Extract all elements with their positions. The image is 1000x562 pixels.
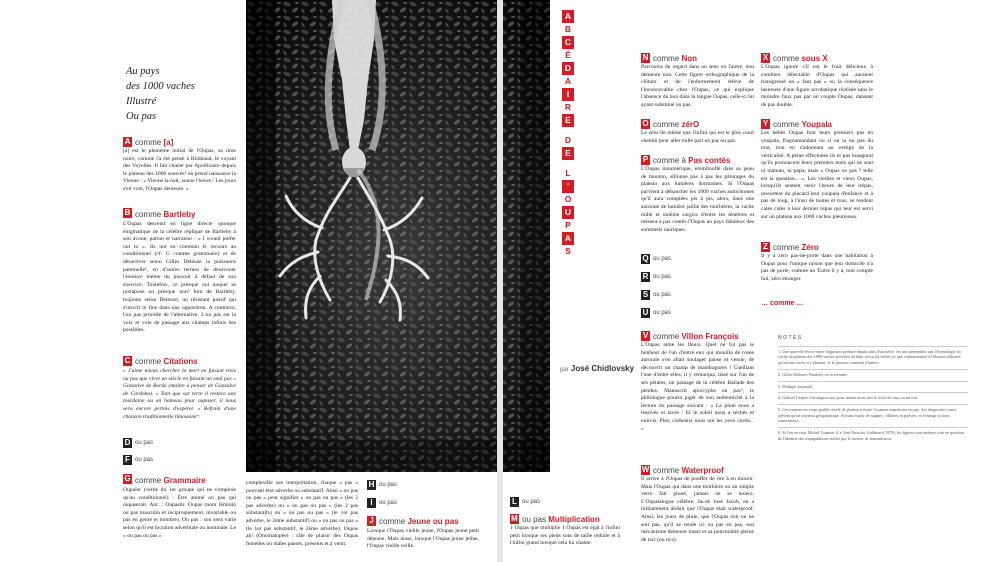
letter-tag-q: Q [642, 254, 649, 263]
entry-text-b: L'Oupas descend en ligne directe quoique énigmatique de la célèbre réplique de Bartleby à son avoué, patron et narrateur : « I would prefer not to ». Ils ont en commun le recours au conditionnel (cf. G comme grammaire) et de désactiver selon Gilles Deleuze la puissance paternelle², en d'autres termes de désavouer l'essence même du pouvoir à défaut de son exercice. Toutefois, ce presque oui auquel se juxtapose un presque non³ font de Bartleby, toujours selon Deleuze, un résistant passif qui s'inscrit in fine dans une opposition. A contrario, l'ou pas procède de l'alternative. L'ou pas est la voix et voie de passage aux champs infinis des possibles. [123, 221, 236, 334]
entry-title-v: comme Villon François [653, 332, 739, 341]
vertical-title-letter: A [562, 75, 574, 88]
header-line: Illustré [126, 96, 157, 107]
note-item: 3. Philippe Jaworski. [778, 381, 968, 390]
letter-tag-p: P [642, 155, 649, 164]
letter-tag-h: H [368, 480, 375, 489]
letter-tag-b: B [124, 208, 131, 217]
note-item: 2. Gilles Deleuze, Bartleby ou la formule. [778, 369, 968, 378]
page-gutter [497, 0, 503, 562]
entry-text-g: Oupaïer (verbe du 1er groupe qui ne s'emploie qu'au conditionnel) : Être animé ou pas qui oupaserait. Ant. : Oupastir. Oupas (nom féminin ou pas masculin et réciproquement, invariable ou pas en genre et nombre). Ou pas : son sens varie selon qu'il est locution adverbiale ou nominale. Le « ou pas ou pas » [123, 487, 236, 539]
letter-tag-n: N [642, 53, 649, 62]
vertical-title-letter: R [562, 101, 574, 114]
letter-tag-u: U [642, 308, 649, 317]
letter-tag-m: M [511, 514, 518, 523]
entry-text-o: Le zéro-île même que l'infini qui est le plus court chemin pour aller nulle part un pas ou pas. [641, 130, 754, 144]
continue-marker: … comme … [761, 300, 804, 307]
entry-title-i: ou pas [379, 500, 398, 506]
vertical-title-letter: D [562, 134, 574, 147]
entry-text-a: [a] est le phonème initial de l'Oupas, sa rime noire, comme l'a été pensé à Rimbaud, le voyant des Voyelles. Il fait chanté par Apollinaire depuis le plateau des 1000 sources¹ où prend naissance la Vienne : « Vienne la nuit, sonne l'heure / Les jours s'en vont, l'Oupas demeure. » [123, 148, 236, 192]
letter-tag-c: C [124, 356, 131, 365]
header-line: des 1000 vaches [126, 81, 195, 92]
entry-text-m: 1 Oupas que multiplie 1 Oupas est égal à l'infini petit lorsque ses pieds sont de taille réduite et à l'infini grand lorsque cela lui chante. [510, 525, 620, 547]
vertical-title-space [562, 160, 574, 167]
vertical-title-letter: A [562, 232, 574, 245]
vertical-title-abecedaire [562, 10, 574, 258]
note-item: 5. Ces examen au corps graille révélé de plateau à écrire l'examen manifestes ou pas. Ses diagnostics ainsi présent qu'un marteau géographique. Aucuns espoir de nappes ; tillières en poésies, ni échange ni leurs canevasiaux. [778, 404, 968, 424]
photo-forest-figure [246, 0, 550, 472]
grammaire-continued-text: complexifie son interprétation, chaque « pas » pouvant être adverbe ou substantif. Ainsi « ou pas ou pas » peut signifier « ou pas ou pas » (les 2 pas adverbe) ou « ou pas ou pas » (les 2 pas substantifs) ou « ou pas ou pas » (le 1er pas adverbe, le 2ème substantif) ou « ou pas ou pas » (le 1er pas substantif, le 2ème adverbe). Oupas ah! (Onomatopée) : râle de plaisir des Oupas femelles ou mâles passés, présents et à venir. [246, 480, 358, 547]
vertical-title-letter: A [562, 10, 574, 23]
header-block [126, 64, 236, 124]
letter-tag-y: Y [762, 119, 769, 128]
byline [560, 364, 634, 373]
letter-tag-d: D [124, 438, 131, 447]
entry-text-y: Les bébés Oupas font leurs premiers pas en youpala, fragnamandant ou si ou la ou pas du tout, tout en s'adonnant au vertige de la verticalité. A peine effectuées ils et pas inaugural qu'ils prononcent leurs premiers mots qui ne sont ni maman, ni papa, mais « Oupas ou pas ? telle est la question... ». Les vieilles et vieux Oupas, lorsqu'ils sentent venir l'heure de leur trépas, ressortent du placard leur youpala d'enfance et à pas de loup, à l'insu de toutes et tous, se rendent calés calés à leur dernier repas qui leur est servi sur un plateau aux 1000 vaches pleureuses. [761, 130, 873, 220]
entry-title-h: ou pas [379, 482, 398, 488]
entry-title-l: ou pas [522, 499, 541, 505]
entry-text-p: L'Oupas innumérique, emmitouflé dans sa peau de mouton, sillonne pas à pas les pâturages du plateau aux lumières dormantes. Si l'Oupas parvient à débaucher les 1000 vaches autochtones qu'il aura comptées pis à pis, alors, dans une aurorale de lumière jaillie des tourbières, la vache mille et unième surgira d'entre les ténèbres et mènera à pas contés l'Oupas au pays fabuleux des sommeils oniriques. [641, 166, 754, 233]
letter-tag-a: A [124, 137, 131, 146]
note-item: 1. Une querelle féroce entre linguistes perdure depuis plus d'un siècle, les uns prétendant que l'étymologie du vache du plateau des 1000 vaches provient du latin vacca (la vache) et que contrairement à l'illusion affirmée qu'aucune vache n'y pâturait, et le plateau contenait d'innées. [778, 346, 968, 366]
entry-text-j: Lorsque l'Oupas vieille jeune, l'Oupas jeune petit déjeune. Mais aussi, lorsque l'Oupas jeune jeûne, l'Oupas vieille veille. [367, 528, 479, 550]
photo-illustration [246, 0, 550, 472]
vertical-title-letter: ' [562, 180, 574, 193]
letter-tag-i: I [367, 498, 376, 508]
entry-text-v: L'Oupas aime les fleurs. Quel ne fut pas le bonheur de l'un d'entre eux qui mouilla de rosée aurorale s'en allait soulager panse et vessie, de découvrir un champ de mandragores ! Cueillant l'une d'entre elles, il y remarqua, tissé sur l'un de ses pétales, un passage de la célèbre Ballade des pendus. Manuscrit apocryphe ou pas⁵, le philologue pourra juger de son authenticité à la lecture du passage suivant : « La pluie nous a lessivés et lavés / Et le soleil nous a séchés et noircis. Pies, corbeaux nous ont les yeux cavés... » [641, 342, 754, 432]
vertical-title-letter: B [562, 23, 574, 36]
entry-title-u: ou pas [653, 310, 672, 316]
entry-text-c: « J'aime mieux chercher la mort en faisant trois ou pas que vivre un siècle en faisant un seul pas » Gonzalve de Borda (maître à penser de Gonzalve de Cordoba). « Tant que sur terre il restera une lourdaine ou un hameau pour oupaser, il nous sera encore permis d'espérer. » Refrain d'une chanson traditionnelle limousine⁴. [123, 368, 236, 420]
vertical-title-letter: É [562, 49, 574, 62]
letter-tag-x: X [762, 53, 769, 62]
letter-tag-r: R [642, 272, 649, 281]
entry-title-j: comme Jeune ou pas [379, 517, 459, 526]
note-item: 4. Gabriel Cèzpes s'en inspira sans pour autant avoir pris le texte de cinq ou mi-oui. [778, 392, 968, 401]
header-line: Ou pas [126, 111, 157, 122]
entry-title-z: comme Zéro [773, 243, 819, 252]
entry-text-n: Parcourra du regard dans un sens ou l'autre, non demeure non. Cette figure orthographique de la clôture et de l'enfermement relève de l'inconcevable chez l'Oupas, ce qui explique l'absence du non dans la langue Oupas, celle-ci lui ayant substitué ou pas. [641, 64, 754, 108]
vertical-title-letter: E [562, 147, 574, 160]
vertical-title-letter: U [562, 206, 574, 219]
entry-title-r: ou pas [653, 274, 672, 280]
entry-title-q: ou pas [653, 256, 672, 262]
notes-heading: NOTES [778, 335, 803, 341]
entry-title-f: ou pas [135, 457, 154, 463]
vertical-title-letter: S [562, 245, 574, 258]
entry-text-x: L'Oupas ignore s'il est le fruit délicieux à combien délectable d'Oupas qui auraient transgressé un « faut pas » ou la conséquence heureuse d'une figure acrobatique réalisée sans le moindre faux pas par un couple Oupas, dansant de pas double. [761, 64, 873, 108]
byline-prefix: par [560, 367, 569, 373]
entry-title-x: comme sous X [773, 54, 828, 63]
vertical-title-letter: C [562, 36, 574, 49]
letter-tag-w: W [641, 465, 650, 474]
entry-title-a: comme [a] [135, 138, 174, 147]
byline-author: José Chidlovsky [570, 364, 635, 373]
letter-tag-f: F [123, 455, 132, 465]
entry-title-d: ou pas [135, 440, 154, 446]
entry-title-g: comme Grammaire [135, 476, 206, 485]
entry-title-s: ou pas [653, 292, 672, 298]
notes-block [778, 336, 968, 444]
letter-tag-z: Z [761, 242, 770, 252]
entry-text-z: Il y a zéro pas-de-porte dans une habitation à Oupas pour l'unique raison que leur domicile n'a pas de porte, comme un 'Entre il y a, tout compte fait, zéro étranger. [761, 253, 873, 282]
letter-tag-o: O [642, 119, 649, 128]
entry-text-w: Il arrive à l'Oupas de pouffer de rire à en mourir. Mais l'Oupas qui dans une tourbière ou un simple verre fait ploué, jamais ne se noiera. L'Oupatalogue célèbre, Jacob José Jacob, en a brillamment déduit que l'Oupas était waterproof. Ainsi, les jours de pluie, que l'Oupas soit ou ne soit pas, qu'il se rende ici ou pas en pas, son mécanisme demeure intact et sa ponctualité pleine de tact (ou tics). [641, 476, 754, 543]
letter-tag-g: G [124, 474, 131, 483]
vertical-title-letter: E [562, 114, 574, 127]
vertical-title-letter: D [562, 62, 574, 75]
entry-title-w: comme Waterproof [653, 466, 724, 475]
letter-tag-s: S [642, 290, 649, 299]
vertical-title-space [562, 127, 574, 134]
entry-title-y: comme Youpala [773, 120, 832, 129]
entry-title-p: comme à Pas contés [653, 156, 731, 165]
note-item: 6. Si l'on en croit Michel Tournier (Le Vent Paraclet, Gallimard 1978), les figures sous-mêmes sont en question de l'identité des triangulations réalisé par le moteur de transmission. [778, 427, 968, 441]
entry-title-o: comme zérO [653, 120, 700, 129]
entry-title-n: comme Non [653, 54, 698, 63]
entry-title-b: comme Bartleby [135, 210, 196, 219]
vertical-title-letter: L [562, 167, 574, 180]
vertical-title-letter: P [562, 219, 574, 232]
letter-tag-v: V [642, 331, 649, 340]
letter-tag-l: L [510, 497, 519, 507]
letter-tag-j: J [367, 516, 376, 526]
vertical-title-letter: I [562, 88, 574, 101]
vertical-title-letter: O [562, 193, 574, 206]
header-line: Au pays [126, 66, 160, 77]
entry-title-m: ou pas Multiplication [522, 515, 600, 524]
entry-title-c: comme Citations [135, 357, 198, 366]
